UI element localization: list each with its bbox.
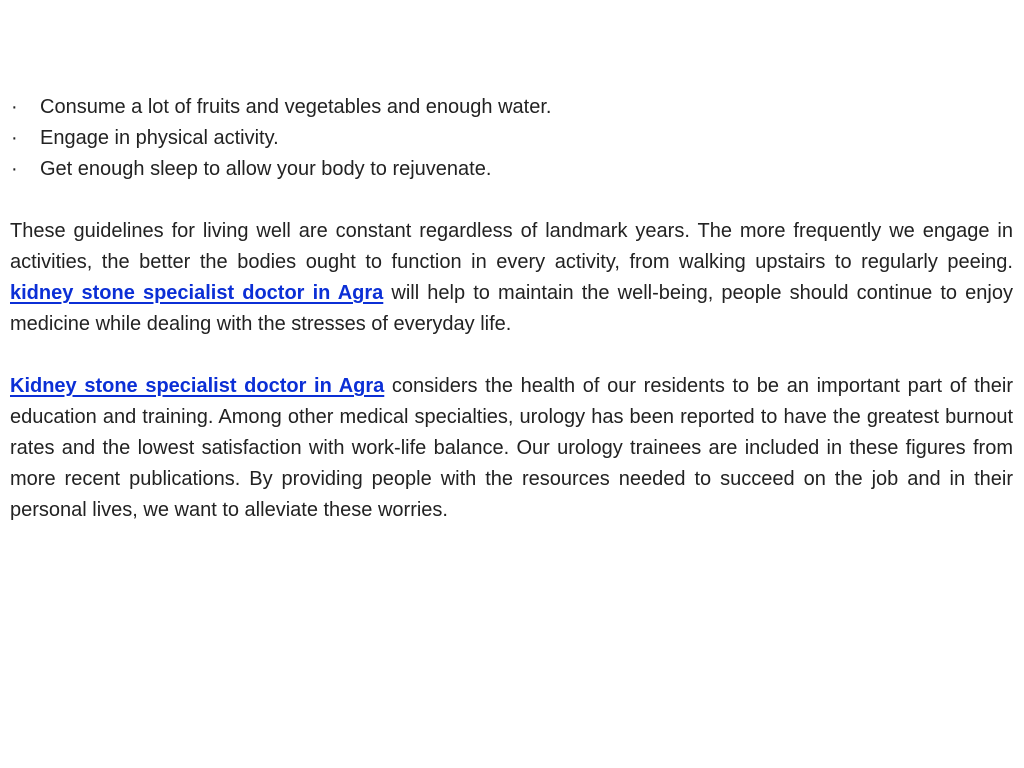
bullet-dot-icon: ·: [11, 158, 18, 180]
slide-content: [10, 92, 1013, 526]
bullet-text: Engage in physical activity.: [40, 127, 279, 149]
bullet-item: [10, 123, 1013, 154]
paragraph-text: These guidelines for living well are constant regardless of landmark years. The more frequently we engage in activities, the better the bodies ought to function in every activity, from walking upstairs to regularly peeing.: [10, 220, 1013, 273]
paragraph-text: considers the health of our residents to be an important part of their education and training. Among other medical specialties, urology has been reported to have the greatest burnout rates and the lowest satisfaction with work-life balance. Our urology trainees are included in these figures from more recent publications. By providing people with the resources needed to succeed on the job and in their personal lives, we want to alleviate these worries.: [10, 375, 1013, 521]
bullet-text: Get enough sleep to allow your body to rejuvenate.: [40, 158, 492, 180]
bullet-list: [10, 92, 1013, 185]
paragraph-residents: [10, 371, 1013, 526]
paragraph-text: will help to maintain the well-being, people should continue to enjoy medicine while dealing with the stresses of everyday life.: [10, 282, 1013, 335]
bullet-dot-icon: ·: [11, 127, 18, 149]
kidney-stone-doctor-link[interactable]: kidney stone specialist doctor in Agra: [10, 282, 384, 304]
bullet-item: [10, 92, 1013, 123]
bullet-text: Consume a lot of fruits and vegetables and enough water.: [40, 96, 552, 118]
paragraph-guidelines: [10, 216, 1013, 340]
bullet-item: [10, 154, 1013, 185]
kidney-stone-doctor-link-2[interactable]: Kidney stone specialist doctor in Agra: [10, 375, 385, 397]
bullet-dot-icon: ·: [11, 96, 18, 118]
